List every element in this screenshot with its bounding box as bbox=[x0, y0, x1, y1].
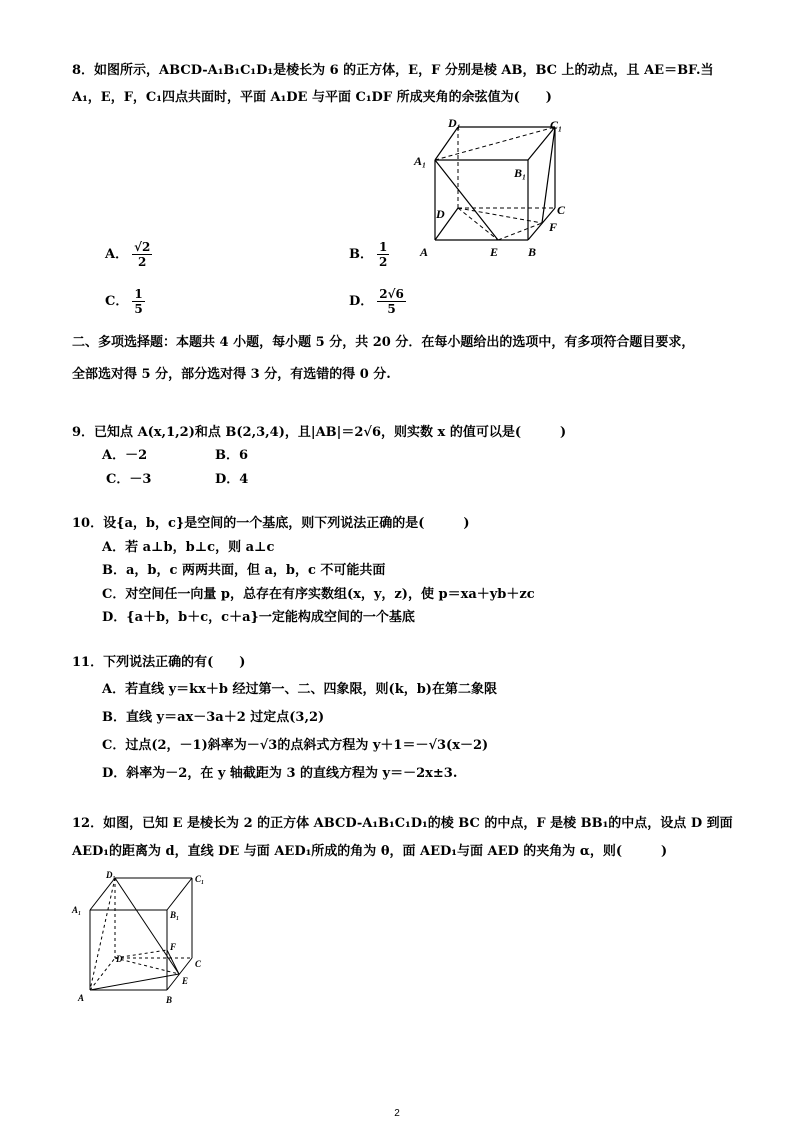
section2-instructions-line1: 二、多项选择题：本题共 4 小题，每小题 5 分，共 20 分．在每小题给出的选项中，有多项符合题目要求， bbox=[72, 335, 695, 350]
q8-option-a[interactable]: A． $\frac{√2}{2}$ bbox=[105, 240, 151, 269]
q8-label-d1: D₁ bbox=[448, 116, 461, 130]
q11-stem: 11．下列说法正确的有( ) bbox=[72, 655, 246, 670]
q8-label-c1: C₁ bbox=[550, 118, 563, 132]
q10-stem: 10．设{a，b，c}是空间的一个基底，则下列说法正确的是( ) bbox=[72, 516, 470, 531]
q12-stem-line1: 12．如图，已知 E 是棱长为 2 的正方体 ABCD-A₁B₁C₁D₁的棱 BC 的中点，F 是棱 BB₁的中点，设点 D 到面 bbox=[72, 816, 733, 831]
q8-cube-figure bbox=[410, 115, 580, 260]
q8-label-b: B bbox=[528, 245, 537, 259]
q9-option-d[interactable]: D．4 bbox=[215, 472, 249, 487]
q8-label-a: A bbox=[420, 245, 429, 259]
q12-label-c1: C₁ bbox=[195, 874, 205, 884]
q10-option-c[interactable]: C．对空间任一向量 p，总存在有序实数组(x，y，z)，使 p＝xa＋yb＋zc bbox=[102, 587, 535, 602]
q12-cube-figure bbox=[70, 868, 220, 1008]
section2-instructions-line2: 全部选对得 5 分，部分选对得 3 分，有选错的得 0 分. bbox=[72, 367, 391, 382]
q11-option-d[interactable]: D．斜率为－2，在 y 轴截距为 3 的直线方程为 y＝－2x±3. bbox=[102, 766, 458, 781]
q12-label-e: E bbox=[182, 976, 189, 986]
q9-stem: 9．已知点 A(x,1,2)和点 B(2,3,4)，且|AB|＝2√6，则实数 x 的值可以是( ) bbox=[72, 425, 567, 440]
q11-option-a[interactable]: A．若直线 y＝kx＋b 经过第一、二、四象限，则(k，b)在第二象限 bbox=[102, 682, 497, 697]
q12-label-d1: D₁ bbox=[106, 870, 116, 880]
q8-label-b1: B₁ bbox=[514, 166, 527, 180]
q8-label-c: C bbox=[557, 203, 566, 217]
q10-option-b[interactable]: B．a，b，c 两两共面，但 a，b，c 不可能共面 bbox=[102, 563, 386, 578]
q11-option-c[interactable]: C．过点(2，－1)斜率为－√3的点斜式方程为 y＋1＝－√3(x－2) bbox=[102, 738, 489, 753]
q8-label-e: E bbox=[490, 245, 499, 259]
q8-stem-line1: 8．如图所示，ABCD-A₁B₁C₁D₁是棱长为 6 的正方体，E，F 分别是棱 AB，BC 上的动点，且 AE＝BF.当 bbox=[72, 63, 714, 78]
q8-stem-line2: A₁，E，F，C₁四点共面时，平面 A₁DE 与平面 C₁DF 所成夹角的余弦值为( ) bbox=[72, 90, 552, 105]
q8-option-d[interactable]: D． $\frac{2√6}{5}$ bbox=[349, 287, 404, 316]
q12-label-f: F bbox=[170, 942, 177, 952]
q12-label-b1: B₁ bbox=[170, 910, 180, 920]
q11-option-b[interactable]: B．直线 y＝ax－3a＋2 过定点(3,2) bbox=[102, 710, 325, 725]
q12-label-a1: A₁ bbox=[72, 905, 82, 915]
q12-label-c: C bbox=[195, 959, 202, 969]
q12-label-d: D bbox=[116, 954, 123, 964]
q10-option-a[interactable]: A．若 a⊥b，b⊥c，则 a⊥c bbox=[102, 540, 275, 555]
q8-label-a1: A₁ bbox=[414, 154, 427, 168]
q12-stem-line2: AED₁的距离为 d，直线 DE 与面 AED₁所成的角为 θ，面 AED₁与面 AED 的夹角为 α，则( ) bbox=[72, 844, 668, 859]
q9-option-c[interactable]: C．－3 bbox=[106, 472, 152, 487]
q9-option-b[interactable]: B．6 bbox=[215, 448, 249, 463]
page-number: 2 bbox=[394, 1108, 400, 1119]
q8-option-c[interactable]: C． $\frac{1}{5}$ bbox=[105, 287, 143, 316]
q8-label-d: D bbox=[436, 207, 445, 221]
q12-label-b: B bbox=[166, 995, 173, 1005]
q8-label-f: F bbox=[549, 220, 558, 234]
q10-option-d[interactable]: D．{a＋b，b＋c，c＋a}一定能构成空间的一个基底 bbox=[102, 610, 415, 625]
q8-option-b[interactable]: B． $\frac{1}{2}$ bbox=[349, 240, 388, 269]
q12-label-a: A bbox=[78, 993, 85, 1003]
q9-option-a[interactable]: A．－2 bbox=[102, 448, 148, 463]
